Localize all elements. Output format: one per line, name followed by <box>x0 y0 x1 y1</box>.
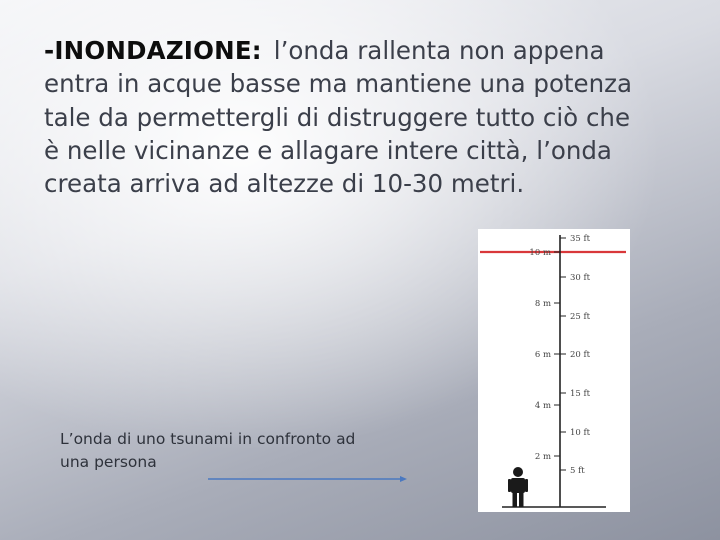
caption-line-2: una persona <box>60 453 157 472</box>
tsunami-height-svg <box>478 229 630 512</box>
meter-label: 10 m <box>529 248 551 258</box>
figure-caption <box>60 428 440 475</box>
caption-line-1: L’onda di uno tsunami in confronto ad <box>60 430 356 448</box>
meter-label: 6 m <box>534 350 551 360</box>
body-line-5: creata arriva ad altezze di 10-30 metri. <box>44 169 525 199</box>
slide-body-text <box>44 34 684 201</box>
feet-label: 35 ft <box>570 234 591 244</box>
feet-label: 15 ft <box>570 389 591 399</box>
meter-label: 4 m <box>534 401 551 411</box>
feet-label: 30 ft <box>570 273 591 283</box>
slide-heading: -INONDAZIONE: <box>44 36 262 65</box>
feet-label: 20 ft <box>570 350 591 360</box>
feet-label: 5 ft <box>570 466 585 476</box>
meter-label: 8 m <box>534 299 551 309</box>
feet-label: 25 ft <box>570 312 591 322</box>
body-line-1: l’onda rallenta non appena <box>273 36 605 65</box>
body-line-2: entra in acque basse ma mantiene una potenza <box>44 69 633 99</box>
meter-label: 2 m <box>534 452 551 462</box>
body-line-4: è nelle vicinanze e allagare intere città, l’onda <box>44 135 612 165</box>
caption-arrow <box>206 472 410 486</box>
body-line-3: tale da permettergli di distruggere tutto ciò che <box>44 102 631 132</box>
person-icon <box>508 467 528 507</box>
feet-label: 10 ft <box>570 428 591 438</box>
tsunami-height-figure <box>478 229 630 512</box>
